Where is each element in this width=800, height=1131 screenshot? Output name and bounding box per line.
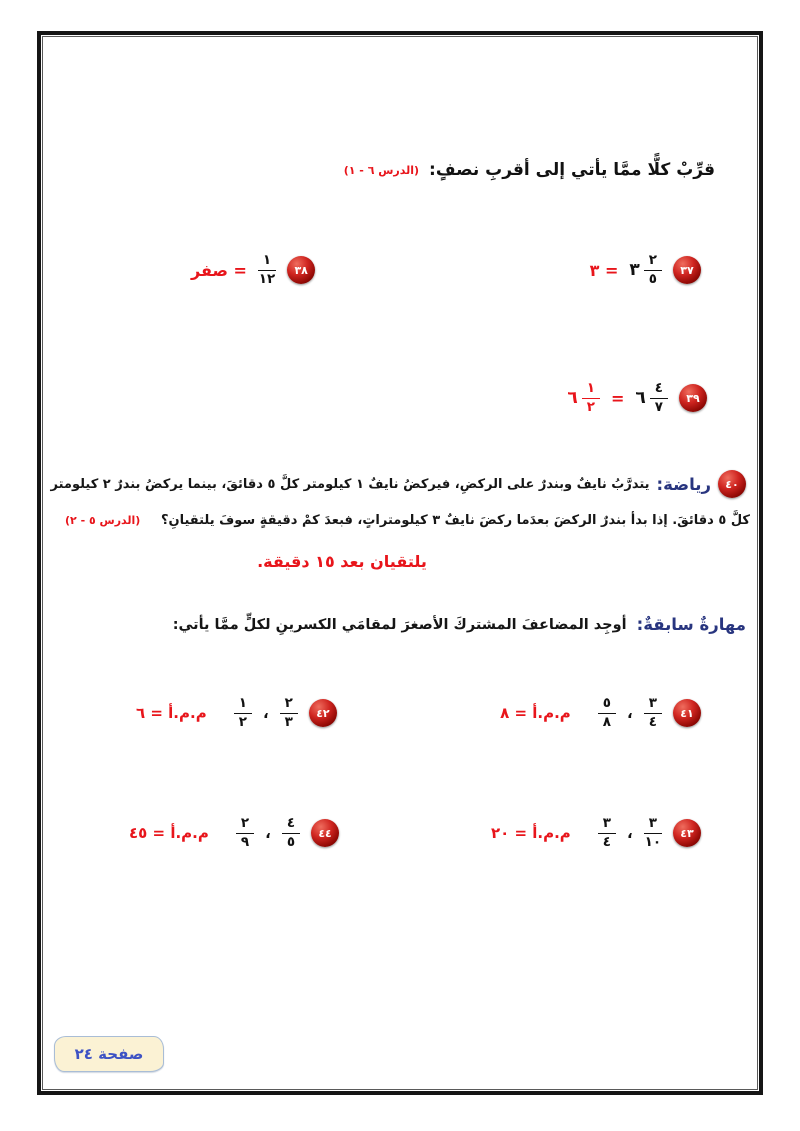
- page-border-frame: [37, 31, 763, 1095]
- problem-37-answer: = ٣: [589, 260, 619, 280]
- problems-41-42-row: [41, 696, 759, 730]
- problem-37-whole: ٣: [629, 260, 640, 281]
- problem-43-fraction-2: $\frac{٣}{٤}$: [598, 816, 616, 850]
- prior-skill-instruction: أوجِد المضاعفَ المشتركَ الأصغرَ لمقامَي الكسرينِ لكلٍّ ممَّا يأتي:: [172, 616, 627, 633]
- rounding-instruction: قرِّبْ كلًّا ممَّا يأتي إلى أقربِ نصفٍ:: [429, 160, 715, 180]
- problem-40-line1: [41, 470, 759, 498]
- problems-37-38-row: [41, 253, 759, 287]
- problem-39-mixed-number: [635, 381, 668, 415]
- problem-42-answer: م.م.أ = ٦: [136, 704, 207, 723]
- problem-43-answer: م.م.أ = ٢٠: [490, 824, 571, 843]
- problem-43: [491, 816, 701, 850]
- problem-42-fraction-1: $\frac{٢}{٣}$: [280, 696, 298, 730]
- problem-44-fraction-2: $\frac{٢}{٩}$: [236, 816, 254, 850]
- problem-37-mixed-number: [629, 253, 662, 287]
- comma-separator: ،: [627, 824, 633, 843]
- page-number-badge: صفحة ٢٤: [54, 1036, 164, 1072]
- problem-40-line2: [41, 513, 759, 528]
- problem-39-answer-mixed: [567, 381, 600, 415]
- problem-41-badge: ٤١: [673, 699, 701, 727]
- prior-skill-label: مهارةٌ سابقةٌ:: [636, 615, 746, 634]
- comma-separator: ،: [262, 704, 269, 723]
- problem-40-badge: ٤٠: [718, 470, 746, 498]
- problem-41: [500, 696, 701, 730]
- problem-40-text-line2: كلَّ ٥ دقائقَ. إذا بدأ بندرٌ الركضَ بعدَما ركضَ نايفٌ ٣ كيلومتراتٍ، فبعدَ كمْ دقيقةٍ سوفَ يلتقيانِ؟: [160, 513, 750, 528]
- problem-42-fraction-2: $\frac{١}{٢}$: [234, 696, 252, 730]
- prior-skill-row: [41, 615, 759, 634]
- problem-38: [191, 253, 315, 287]
- comma-separator: ،: [627, 704, 633, 723]
- problem-39: [567, 381, 707, 415]
- problem-38-fraction: $\frac{١}{١٢}$: [258, 252, 276, 287]
- problem-40-answer: يلتقيان بعد ١٥ دقيقة.: [257, 552, 427, 571]
- problem-42-badge: ٤٢: [309, 699, 337, 727]
- problem-39-badge: ٣٩: [679, 384, 707, 412]
- problem-39-whole: ٦: [635, 388, 646, 409]
- problem-37-badge: ٣٧: [673, 256, 701, 284]
- problem-39-answer-fraction: $\frac{١}{٢}$: [582, 381, 600, 415]
- lesson-ref-5-2: (الدرس ٥ - ٢): [65, 514, 141, 527]
- problem-37: [590, 253, 701, 287]
- problem-41-fraction-2: $\frac{٥}{٨}$: [598, 696, 616, 730]
- problems-43-44-row: [41, 816, 759, 850]
- lesson-ref-6-1: (الدرس ٦ - ١): [343, 163, 420, 177]
- rounding-instruction-row: [41, 160, 759, 180]
- problem-41-answer: م.م.أ = ٨: [500, 704, 571, 723]
- problem-40-label: رياضة:: [656, 474, 711, 494]
- problem-43-badge: ٤٣: [673, 819, 701, 847]
- problem-41-fraction-1: $\frac{٣}{٤}$: [644, 696, 662, 730]
- problem-39-equals: =: [610, 388, 625, 408]
- problem-37-fraction: $\frac{٢}{٥}$: [644, 253, 662, 287]
- problem-39-fraction: $\frac{٤}{٧}$: [650, 381, 668, 415]
- problem-42: [136, 696, 337, 730]
- problem-44-fraction-1: $\frac{٤}{٥}$: [282, 816, 300, 850]
- problem-44: [129, 816, 339, 850]
- problem-43-fraction-1: $\frac{٣}{١٠}$: [644, 815, 662, 850]
- problem-44-answer: م.م.أ = ٤٥: [129, 824, 209, 843]
- comma-separator: ،: [265, 824, 271, 843]
- problem-38-badge: ٣٨: [287, 256, 315, 284]
- problem-40-text-line1: يتدرَّبُ نايفٌ وبندرٌ على الركضِ، فيركضُ نايفٌ ١ كيلومتر كلَّ ٥ دقائقَ، بينما يركضُ بندرٌ ٢ كيلومتر: [50, 476, 650, 492]
- problem-38-answer: = صفر: [191, 260, 247, 280]
- problem-44-badge: ٤٤: [311, 819, 339, 847]
- problem-39-row: [41, 381, 759, 415]
- problem-39-answer-whole: ٦: [567, 388, 578, 409]
